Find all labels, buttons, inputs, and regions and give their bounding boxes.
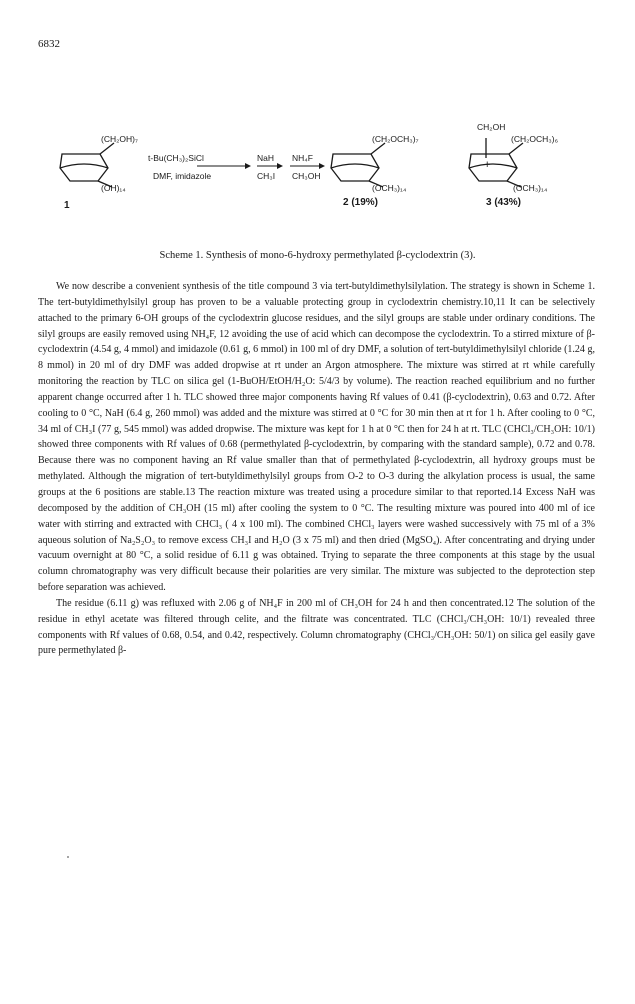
compound-1-label: 1 [64,200,70,211]
cyclodextrin-structure-1 [60,143,114,187]
paragraph-1: We now describe a convenient synthesis of the title compound 3 via tert-butyldimethylsilylation. The strategy is shown in Scheme 1. The tert-butyldimethylsilyl group has proven to be a valuable protecting group in cyclodextrin chemistry.10,11 It can be selectively attached to the primary 6-OH groups of the cyclodextrin glucose residues, and the silyl groups are stable under ordinary conditions. The silyl groups are easily removed using NH₄F, 12 avoiding the use of acid which can decompose the cyclodextrin. To a stirred mixture of β-cyclodextrin (4.54 g, 4 mmol) and imidazole (0.61 g, 6 mmol) in 100 ml of dry DMF, a solution of tert-butyldimethylsilyl chloride (1.24 g, 8 mmol) in 20 ml of dry DMF was added dropwise at rt under an Argon atmosphere. The mixture was stirred at rt while carefully monitoring the reaction by TLC on silica gel (1-BuOH/EtOH/H₂O: 5/4/3 by volume). The reaction reached equilibrium and no further apparent change occurred after 1 h. TLC showed three major components having Rf values of 0.41 (β-cyclodextrin), 0.63 and 0.72. After cooling to 0 °C, NaH (6.4 g, 260 mmol) was added and the mixture was stirred at 0 °C for 30 min then at rt for 1 h. After cooling to 0 °C, 34 ml of CH₃I (77 g, 545 mmol) was added dropwise. The mixture was kept for 1 h at 0 °C then for 24 h at rt. TLC (CHCl₃/CH₃OH: 10/1) showed three components with Rf values of 0.68 (permethylated β-cyclodextrin, by comparing with the standard sample), 0.72 and 0.78. Because there was no component having an Rf value smaller than that of permethylated β-cyclodextrin, all hydroxy groups must be methylated. Although the migration of tert-butyldimethylsilyl groups from O-2 to O-3 during the alkylation process is usual, the same groups at the 6 positions are stable.13 The reaction mixture was treated using a procedure similar to that reported.14 Excess NaH was decomposed by the addition of CH₃OH (15 ml) after cooling the system to 0 °C. The resulting mixture was poured into 400 ml of ice water with stirring and extracted with CHCl₃ ( 4 x 100 ml). The combined CHCl₃ layers were washed successively with 75 ml of a 3% aqueous solution of Na₂S₂O₃ to remove excess CH₃I and H₂O (3 x 75 ml) and then dried (MgSO₄). After concentrating and drying under vacuum overnight at 80 °C, a solid residue of 6.11 g was obtained. Trying to separate the three components at this stage by the usual column chromatography was very difficult because their polarities are very similar. The mixture was subjected to the deprotection step before separation was achieved. [38,281,595,594]
reaction-arrow-3-head [319,163,325,169]
reaction-arrow-2-head [277,163,283,169]
compound-2-bottom-substituent: (OCH₃)₁₄ [372,183,407,193]
reaction-arrow-1-head [245,163,251,169]
scheme-caption: Scheme 1. Synthesis of mono-6-hydroxy permethylated β-cyclodextrin (3). [159,250,476,261]
page-number: 6832 [38,38,60,50]
compound-2-label: 2 (19%) [343,197,379,208]
compound-3-top-substituent: (CH₂OCH₃)₆ [511,134,559,144]
reagent-silylation: t-Bu(CH₃)₂SiCl [148,153,204,163]
reagent-base: NaH [257,153,275,163]
compound-1-top-substituent: (CH₂OH)₇ [101,134,138,144]
body-text [38,279,595,659]
reaction-scheme [0,110,635,240]
reagent-deprotection: NH₄F [292,153,313,163]
cyclodextrin-structure-3 [469,138,523,187]
compound-3-hydroxymethyl-substituent: CH₂OH [477,122,506,132]
reagent-methylating-agent: CH₃I [257,171,276,181]
compound-3-label: 3 (43%) [486,197,522,208]
compound-2-top-substituent: (CH₂OCH₃)₇ [372,134,419,144]
paragraph-2: The residue (6.11 g) was refluxed with 2.06 g of NH₄F in 200 ml of CH₃OH for 24 h and then concentrated.12 The solution of the residue in ethyl acetate was filtered through celite, and the filtrate was concentrated. TLC (CHCl₃/CH₃OH: 10/1) revealed three components with Rf values of 0.68, 0.54, and 0.42, respectively. Column chromatography (CHCl₃/CH₃OH: 50/1) on silica gel easily gave pure permethylated β- [38,597,595,657]
scan-speck [67,856,69,858]
compound-1-bottom-substituent: (OH)₁₄ [101,183,126,193]
reagent-silylation-conditions: DMF, imidazole [153,171,212,181]
reagent-deprotection-solvent: CH₃OH [292,171,321,181]
plus-sign: + [484,159,491,171]
cyclodextrin-structure-2 [331,143,385,187]
compound-3-bottom-substituent: (OCH₃)₁₄ [513,183,548,193]
